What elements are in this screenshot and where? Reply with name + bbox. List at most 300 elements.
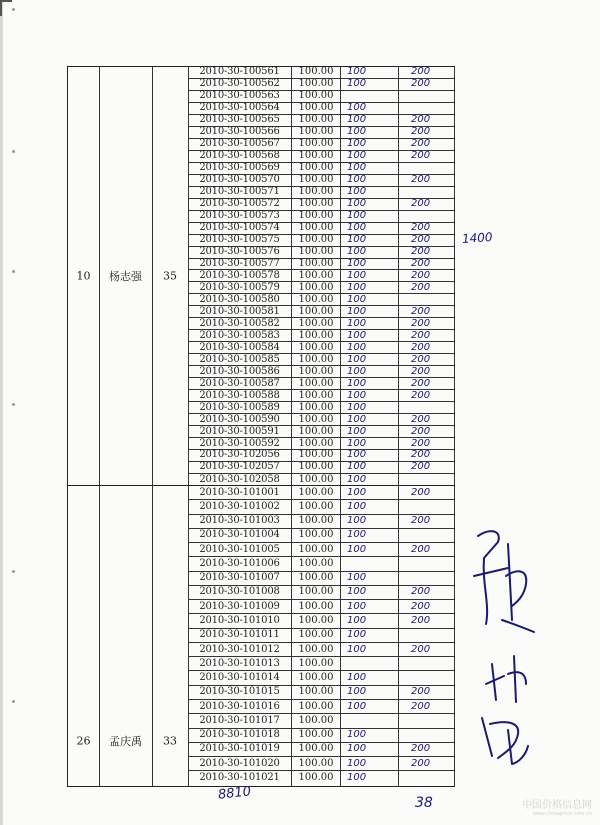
amount: 100.00 bbox=[292, 318, 341, 329]
table-row bbox=[188, 187, 454, 199]
table-row bbox=[188, 270, 454, 282]
handwritten-amount-1: 100 bbox=[341, 771, 399, 785]
amount: 100.00 bbox=[292, 438, 341, 449]
handwritten-amount-2 bbox=[399, 91, 455, 102]
handwritten-amount-1: 100 bbox=[341, 175, 399, 186]
page-number: 38 bbox=[415, 795, 433, 811]
handwritten-amount-2: 200 bbox=[399, 462, 455, 473]
account-id: 2010-30-101018 bbox=[188, 729, 292, 742]
table-row bbox=[188, 294, 454, 306]
handwritten-amount-1: 100 bbox=[341, 115, 399, 126]
table-row bbox=[188, 743, 454, 757]
account-id: 2010-30-101004 bbox=[188, 529, 292, 542]
account-id: 2010-30-100588 bbox=[188, 390, 292, 401]
amount: 100.00 bbox=[292, 657, 341, 670]
handwritten-amount-1: 100 bbox=[341, 729, 399, 742]
amount: 100.00 bbox=[292, 175, 341, 186]
handwritten-amount-1: 100 bbox=[341, 402, 399, 413]
handwritten-amount-1: 100 bbox=[341, 643, 399, 656]
table-row bbox=[188, 450, 454, 462]
handwritten-amount-1: 100 bbox=[341, 600, 399, 613]
account-id: 2010-30-102056 bbox=[188, 450, 292, 461]
handwritten-amount-2: 200 bbox=[399, 67, 455, 78]
account-id: 2010-30-100591 bbox=[188, 426, 292, 437]
handwritten-amount-2 bbox=[399, 500, 455, 513]
account-id: 2010-30-100571 bbox=[188, 187, 292, 198]
amount: 100.00 bbox=[292, 67, 341, 78]
handwritten-amount-2: 200 bbox=[399, 450, 455, 461]
handwritten-amount-1: 100 bbox=[341, 330, 399, 341]
handwritten-amount-2 bbox=[399, 103, 455, 114]
account-id: 2010-30-100572 bbox=[188, 199, 292, 210]
handwritten-amount-1: 100 bbox=[341, 378, 399, 389]
amount: 100.00 bbox=[292, 187, 341, 198]
amount: 100.00 bbox=[292, 700, 341, 713]
handwritten-amount-2: 200 bbox=[399, 79, 455, 90]
account-id: 2010-30-100584 bbox=[188, 342, 292, 353]
account-id: 2010-30-100586 bbox=[188, 366, 292, 377]
handwritten-amount-1: 100 bbox=[341, 572, 399, 585]
record-group bbox=[67, 66, 455, 486]
account-id: 2010-30-100565 bbox=[188, 115, 292, 126]
account-id: 2010-30-101001 bbox=[188, 486, 292, 499]
handwritten-amount-1: 100 bbox=[341, 211, 399, 222]
record-group bbox=[67, 485, 455, 787]
amount: 100.00 bbox=[292, 270, 341, 281]
account-id: 2010-30-101014 bbox=[188, 671, 292, 684]
watermark-title: 中国价格信息网 bbox=[522, 800, 592, 811]
name-cell bbox=[99, 486, 153, 786]
handwritten-amount-1 bbox=[341, 557, 399, 570]
handwritten-amount-1: 100 bbox=[341, 187, 399, 198]
account-id: 2010-30-100566 bbox=[188, 127, 292, 138]
handwritten-amount-1: 100 bbox=[341, 700, 399, 713]
table-row bbox=[188, 515, 454, 529]
account-rows bbox=[188, 486, 454, 786]
handwritten-amount-1: 100 bbox=[341, 223, 399, 234]
account-id: 2010-30-100575 bbox=[188, 235, 292, 246]
handwritten-amount-2 bbox=[399, 211, 455, 222]
handwritten-amount-2: 200 bbox=[399, 354, 455, 365]
amount: 100.00 bbox=[292, 671, 341, 684]
account-id: 2010-30-101012 bbox=[188, 643, 292, 656]
handwritten-amount-2: 200 bbox=[399, 318, 455, 329]
punch-hole bbox=[12, 150, 15, 153]
account-rows bbox=[188, 67, 454, 486]
handwritten-amount-1 bbox=[341, 657, 399, 670]
account-id: 2010-30-100589 bbox=[188, 402, 292, 413]
account-id: 2010-30-101011 bbox=[188, 629, 292, 642]
handwritten-amount-1: 100 bbox=[341, 614, 399, 627]
amount: 100.00 bbox=[292, 414, 341, 425]
handwritten-amount-2 bbox=[399, 629, 455, 642]
account-id: 2010-30-100587 bbox=[188, 378, 292, 389]
amount: 100.00 bbox=[292, 729, 341, 742]
account-id: 2010-30-101009 bbox=[188, 600, 292, 613]
amount: 100.00 bbox=[292, 259, 341, 270]
handwritten-amount-1: 100 bbox=[341, 306, 399, 317]
handwritten-amount-2: 200 bbox=[399, 306, 455, 317]
handwritten-amount-2 bbox=[399, 714, 455, 727]
punch-hole bbox=[12, 8, 15, 11]
amount: 100.00 bbox=[292, 306, 341, 317]
table-row bbox=[188, 438, 454, 450]
amount: 100.00 bbox=[292, 474, 341, 486]
age-cell bbox=[152, 486, 189, 786]
handwritten-amount-1: 100 bbox=[341, 151, 399, 162]
handwritten-amount-2: 200 bbox=[399, 247, 455, 258]
account-id: 2010-30-101002 bbox=[188, 500, 292, 513]
account-id: 2010-30-100563 bbox=[188, 91, 292, 102]
table-row bbox=[188, 600, 454, 614]
account-id: 2010-30-100579 bbox=[188, 282, 292, 293]
handwritten-amount-2 bbox=[399, 187, 455, 198]
row-number: 10 bbox=[76, 269, 91, 283]
handwritten-amount-1: 100 bbox=[341, 235, 399, 246]
amount: 100.00 bbox=[292, 600, 341, 613]
handwritten-subtotal: 1400 bbox=[461, 229, 493, 247]
handwritten-amount-1: 100 bbox=[341, 366, 399, 377]
table-row bbox=[188, 103, 454, 115]
account-id: 2010-30-100562 bbox=[188, 79, 292, 90]
handwritten-amount-2 bbox=[399, 557, 455, 570]
amount: 100.00 bbox=[292, 103, 341, 114]
table-row bbox=[188, 572, 454, 586]
amount: 100.00 bbox=[292, 543, 341, 556]
punch-hole bbox=[12, 403, 15, 406]
handwritten-amount-2: 200 bbox=[399, 426, 455, 437]
amount: 100.00 bbox=[292, 629, 341, 642]
table-row bbox=[188, 127, 454, 139]
table-row bbox=[188, 199, 454, 211]
handwritten-amount-2: 200 bbox=[399, 700, 455, 713]
table-row bbox=[188, 402, 454, 414]
table-row bbox=[188, 426, 454, 438]
table-row bbox=[188, 557, 454, 571]
person-name: 杨志强 bbox=[109, 270, 142, 283]
table-row bbox=[188, 390, 454, 402]
handwritten-amount-1: 100 bbox=[341, 247, 399, 258]
handwritten-amount-2: 200 bbox=[399, 390, 455, 401]
account-id: 2010-30-100583 bbox=[188, 330, 292, 341]
account-id: 2010-30-100585 bbox=[188, 354, 292, 365]
handwritten-amount-1: 100 bbox=[341, 426, 399, 437]
handwritten-amount-1 bbox=[341, 714, 399, 727]
table-row bbox=[188, 757, 454, 771]
handwritten-amount-1: 100 bbox=[341, 629, 399, 642]
handwritten-amount-2 bbox=[399, 671, 455, 684]
handwritten-amount-1: 100 bbox=[341, 259, 399, 270]
handwritten-amount-1: 100 bbox=[341, 318, 399, 329]
handwritten-amount-2: 200 bbox=[399, 235, 455, 246]
amount: 100.00 bbox=[292, 115, 341, 126]
table-row bbox=[188, 700, 454, 714]
account-id: 2010-30-101006 bbox=[188, 557, 292, 570]
table-row bbox=[188, 629, 454, 643]
handwritten-amount-1: 100 bbox=[341, 515, 399, 528]
table-row bbox=[188, 462, 454, 474]
account-id: 2010-30-100590 bbox=[188, 414, 292, 425]
amount: 100.00 bbox=[292, 127, 341, 138]
handwritten-amount-2: 200 bbox=[399, 127, 455, 138]
handwritten-amount-1: 100 bbox=[341, 450, 399, 461]
table-row bbox=[188, 729, 454, 743]
amount: 100.00 bbox=[292, 572, 341, 585]
table-row bbox=[188, 163, 454, 175]
table-row bbox=[188, 586, 454, 600]
table-row bbox=[188, 342, 454, 354]
handwritten-amount-1: 100 bbox=[341, 294, 399, 305]
handwritten-amount-1: 100 bbox=[341, 586, 399, 599]
account-id: 2010-30-101017 bbox=[188, 714, 292, 727]
account-id: 2010-30-102057 bbox=[188, 462, 292, 473]
table-row bbox=[188, 91, 454, 103]
amount: 100.00 bbox=[292, 450, 341, 461]
punch-hole bbox=[12, 570, 15, 573]
amount: 100.00 bbox=[292, 282, 341, 293]
amount: 100.00 bbox=[292, 426, 341, 437]
account-id: 2010-30-100569 bbox=[188, 163, 292, 174]
table-row bbox=[188, 354, 454, 366]
handwritten-amount-2: 200 bbox=[399, 686, 455, 699]
amount: 100.00 bbox=[292, 378, 341, 389]
amount: 100.00 bbox=[292, 91, 341, 102]
account-id: 2010-30-101008 bbox=[188, 586, 292, 599]
handwritten-amount-1: 100 bbox=[341, 486, 399, 499]
handwritten-amount-1: 100 bbox=[341, 462, 399, 473]
table-row bbox=[188, 67, 454, 79]
amount: 100.00 bbox=[292, 151, 341, 162]
amount: 100.00 bbox=[292, 743, 341, 756]
account-id: 2010-30-100580 bbox=[188, 294, 292, 305]
row-number-cell bbox=[68, 67, 100, 485]
table-row bbox=[188, 529, 454, 543]
account-id: 2010-30-100582 bbox=[188, 318, 292, 329]
handwritten-amount-2 bbox=[399, 657, 455, 670]
table-row bbox=[188, 500, 454, 514]
handwritten-amount-1: 100 bbox=[341, 686, 399, 699]
age-cell bbox=[152, 67, 189, 485]
handwritten-amount-2: 200 bbox=[399, 259, 455, 270]
handwritten-amount-2: 200 bbox=[399, 757, 455, 770]
handwritten-amount-2: 200 bbox=[399, 223, 455, 234]
row-number: 26 bbox=[76, 734, 91, 748]
handwritten-amount-1: 100 bbox=[341, 529, 399, 542]
amount: 100.00 bbox=[292, 529, 341, 542]
handwritten-amount-2: 200 bbox=[399, 199, 455, 210]
handwritten-amount-2: 200 bbox=[399, 743, 455, 756]
amount: 100.00 bbox=[292, 330, 341, 341]
handwritten-amount-2: 200 bbox=[399, 282, 455, 293]
amount: 100.00 bbox=[292, 614, 341, 627]
watermark bbox=[522, 796, 592, 817]
amount: 100.00 bbox=[292, 643, 341, 656]
table-row bbox=[188, 306, 454, 318]
account-id: 2010-30-100567 bbox=[188, 139, 292, 150]
account-id: 2010-30-102058 bbox=[188, 474, 292, 486]
table-row bbox=[188, 115, 454, 127]
account-id: 2010-30-100578 bbox=[188, 270, 292, 281]
handwritten-amount-1: 100 bbox=[341, 199, 399, 210]
handwritten-amount-1: 100 bbox=[341, 500, 399, 513]
handwritten-amount-2 bbox=[399, 294, 455, 305]
row-number-cell bbox=[68, 486, 100, 786]
account-id: 2010-30-100570 bbox=[188, 175, 292, 186]
account-id: 2010-30-101019 bbox=[188, 743, 292, 756]
account-id: 2010-30-100573 bbox=[188, 211, 292, 222]
handwritten-amount-2 bbox=[399, 729, 455, 742]
table-row bbox=[188, 671, 454, 685]
handwritten-amount-2: 200 bbox=[399, 515, 455, 528]
table-row bbox=[188, 211, 454, 223]
handwritten-amount-1: 100 bbox=[341, 139, 399, 150]
amount: 100.00 bbox=[292, 557, 341, 570]
table-row bbox=[188, 151, 454, 163]
account-id: 2010-30-101010 bbox=[188, 614, 292, 627]
account-id: 2010-30-101016 bbox=[188, 700, 292, 713]
handwritten-amount-2: 200 bbox=[399, 438, 455, 449]
corner-mark bbox=[0, 0, 12, 16]
handwritten-amount-1: 100 bbox=[341, 354, 399, 365]
amount: 100.00 bbox=[292, 771, 341, 785]
table-row bbox=[188, 614, 454, 628]
handwritten-amount-1: 100 bbox=[341, 163, 399, 174]
amount: 100.00 bbox=[292, 486, 341, 499]
table-row bbox=[188, 139, 454, 151]
table-row bbox=[188, 366, 454, 378]
table-row bbox=[188, 686, 454, 700]
amount: 100.00 bbox=[292, 342, 341, 353]
punch-hole bbox=[12, 270, 15, 273]
account-id: 2010-30-101003 bbox=[188, 515, 292, 528]
table-row bbox=[188, 235, 454, 247]
handwritten-amount-1: 100 bbox=[341, 270, 399, 281]
handwritten-amount-1: 100 bbox=[341, 342, 399, 353]
account-id: 2010-30-100561 bbox=[188, 67, 292, 78]
amount: 100.00 bbox=[292, 366, 341, 377]
handwritten-amount-2: 200 bbox=[399, 486, 455, 499]
handwritten-amount-2 bbox=[399, 402, 455, 413]
age: 33 bbox=[163, 734, 177, 748]
account-id: 2010-30-101020 bbox=[188, 757, 292, 770]
handwritten-amount-1: 100 bbox=[341, 414, 399, 425]
table-row bbox=[188, 414, 454, 426]
amount: 100.00 bbox=[292, 211, 341, 222]
account-id: 2010-30-100576 bbox=[188, 247, 292, 258]
amount: 100.00 bbox=[292, 163, 341, 174]
amount: 100.00 bbox=[292, 139, 341, 150]
amount: 100.00 bbox=[292, 199, 341, 210]
amount: 100.00 bbox=[292, 462, 341, 473]
handwritten-amount-2: 200 bbox=[399, 586, 455, 599]
handwritten-amount-2 bbox=[399, 572, 455, 585]
handwritten-amount-1: 100 bbox=[341, 474, 399, 486]
handwritten-amount-1 bbox=[341, 91, 399, 102]
account-id: 2010-30-100568 bbox=[188, 151, 292, 162]
handwritten-amount-2: 200 bbox=[399, 366, 455, 377]
table-row bbox=[188, 247, 454, 259]
amount: 100.00 bbox=[292, 686, 341, 699]
handwritten-amount-2 bbox=[399, 529, 455, 542]
handwritten-amount-1: 100 bbox=[341, 757, 399, 770]
name-cell bbox=[99, 67, 153, 485]
handwritten-amount-2: 200 bbox=[399, 139, 455, 150]
handwritten-amount-2: 200 bbox=[399, 270, 455, 281]
handwritten-amount-1: 100 bbox=[341, 127, 399, 138]
amount: 100.00 bbox=[292, 247, 341, 258]
handwritten-amount-1: 100 bbox=[341, 438, 399, 449]
amount: 100.00 bbox=[292, 354, 341, 365]
person-name: 孟庆禹 bbox=[109, 735, 142, 748]
table-row bbox=[188, 378, 454, 390]
handwritten-amount-1: 100 bbox=[341, 543, 399, 556]
table-row bbox=[188, 643, 454, 657]
table-row bbox=[188, 330, 454, 342]
handwritten-amount-2: 200 bbox=[399, 600, 455, 613]
table-row bbox=[188, 543, 454, 557]
page-edge bbox=[0, 0, 3, 825]
handwritten-amount-2: 200 bbox=[399, 378, 455, 389]
table-row bbox=[188, 486, 454, 500]
amount: 100.00 bbox=[292, 79, 341, 90]
amount: 100.00 bbox=[292, 235, 341, 246]
amount: 100.00 bbox=[292, 294, 341, 305]
table-row bbox=[188, 282, 454, 294]
handwritten-amount-2: 200 bbox=[399, 115, 455, 126]
table-row bbox=[188, 657, 454, 671]
age: 35 bbox=[163, 269, 177, 283]
amount: 100.00 bbox=[292, 586, 341, 599]
handwritten-amount-1: 100 bbox=[341, 79, 399, 90]
amount: 100.00 bbox=[292, 223, 341, 234]
handwritten-amount-1: 100 bbox=[341, 282, 399, 293]
table-row bbox=[188, 79, 454, 91]
handwritten-amount-1: 100 bbox=[341, 390, 399, 401]
handwritten-amount-2: 200 bbox=[399, 614, 455, 627]
amount: 100.00 bbox=[292, 714, 341, 727]
amount: 100.00 bbox=[292, 515, 341, 528]
handwritten-amount-2 bbox=[399, 771, 455, 785]
handwritten-amount-2: 200 bbox=[399, 414, 455, 425]
table-row bbox=[188, 714, 454, 728]
table-row bbox=[188, 771, 454, 785]
punch-hole bbox=[12, 700, 15, 703]
table-row bbox=[188, 175, 454, 187]
amount: 100.00 bbox=[292, 757, 341, 770]
handwritten-signature bbox=[468, 524, 540, 774]
account-id: 2010-30-100577 bbox=[188, 259, 292, 270]
handwritten-footer-note: 8810 bbox=[217, 784, 252, 803]
account-id: 2010-30-100592 bbox=[188, 438, 292, 449]
handwritten-amount-1: 100 bbox=[341, 103, 399, 114]
watermark-url: www.chinaprice.com.cn bbox=[532, 811, 592, 817]
handwritten-amount-2: 200 bbox=[399, 330, 455, 341]
table-row bbox=[188, 259, 454, 271]
amount: 100.00 bbox=[292, 390, 341, 401]
account-id: 2010-30-101015 bbox=[188, 686, 292, 699]
handwritten-amount-2: 200 bbox=[399, 175, 455, 186]
handwritten-amount-2: 200 bbox=[399, 543, 455, 556]
account-id: 2010-30-100564 bbox=[188, 103, 292, 114]
account-id: 2010-30-101021 bbox=[188, 771, 292, 785]
table-row bbox=[188, 318, 454, 330]
amount: 100.00 bbox=[292, 402, 341, 413]
account-id: 2010-30-100574 bbox=[188, 223, 292, 234]
account-id: 2010-30-101007 bbox=[188, 572, 292, 585]
handwritten-amount-1: 100 bbox=[341, 671, 399, 684]
handwritten-amount-2: 200 bbox=[399, 151, 455, 162]
handwritten-amount-1: 100 bbox=[341, 67, 399, 78]
